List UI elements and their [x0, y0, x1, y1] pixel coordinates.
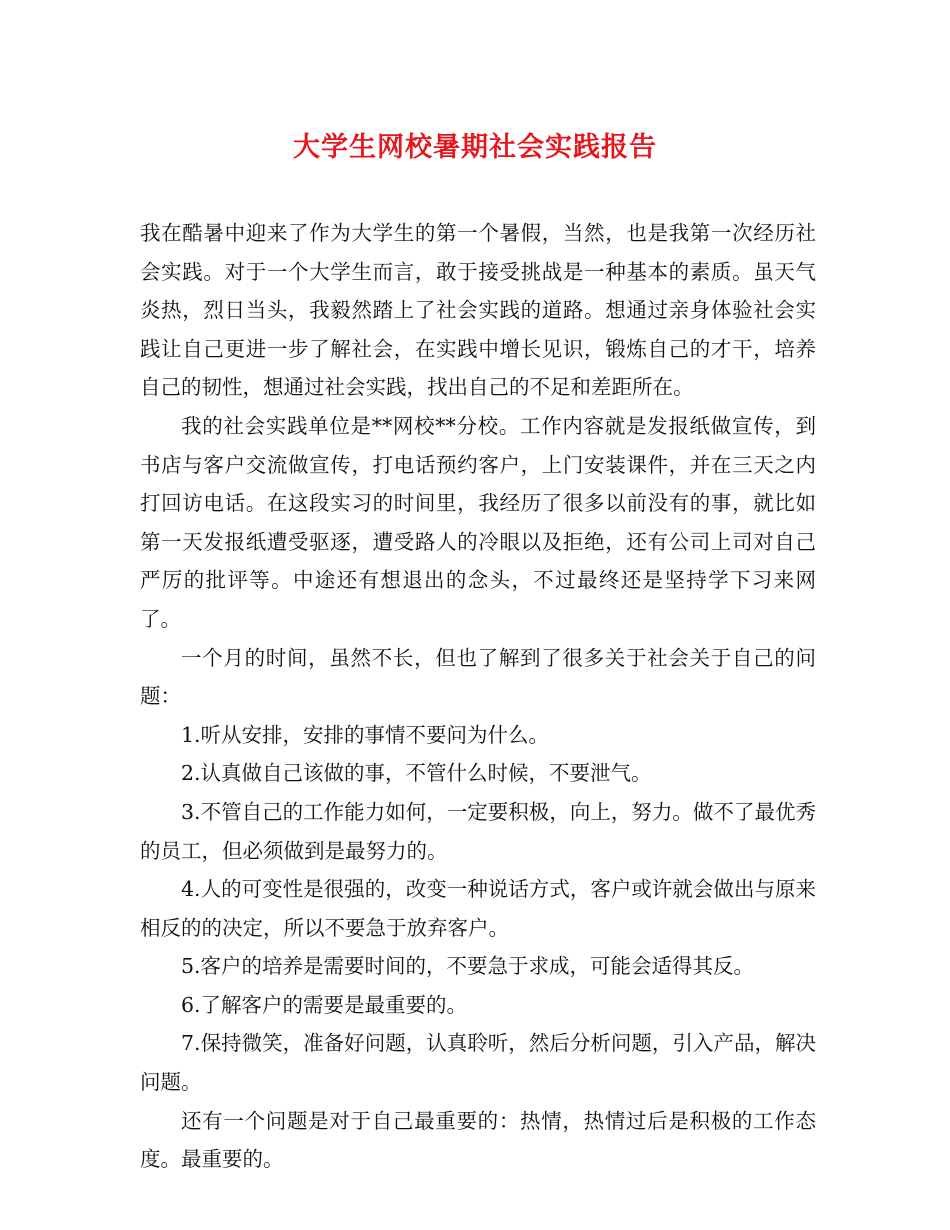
paragraph-conclusion: 还有一个问题是对于自己最重要的：热情，热情过后是积极的工作态度。最重要的。 [140, 1108, 816, 1172]
paragraph-work-unit: 我的社会实践单位是**网校**分校。工作内容就是发报纸做宣传，到书店与客户交流做宣传，打电话预约客户，上门安装课件，并在三天之内打回访电话。在这段实习的时间里，我经历了很多以前没有的事，就比如第一天发报纸遭受驱逐，遭受路人的冷眼以及拒绝，还有公司上司对自己严厉的批评等。中途还有想退出的念头，不过最终还是坚持学下习来网了。 [140, 413, 816, 631]
list-item-6: 6.了解客户的需要是最重要的。 [181, 992, 468, 1017]
list-item-5: 5.客户的培养是需要时间的，不要急于求成，可能会适得其反。 [181, 954, 755, 979]
paragraph-intro: 我在酷暑中迎来了作为大学生的第一个暑假，当然，也是我第一次经历社会实践。对于一个大学生而言，敢于接受挑战是一种基本的素质。虽天气炎热，烈日当头，我毅然踏上了社会实践的道路。想通过亲身体验社会实践让自己更进一步了解社会，在实践中增长见识，锻炼自己的才干，培养自己的韧性，想通过社会实践，找出自己的不足和差距所在。 [140, 221, 816, 400]
document-title: 大学生网校暑期社会实践报告 [293, 132, 657, 163]
list-item-2: 2.认真做自己该做的事，不管什么时候，不要泄气。 [181, 761, 652, 786]
paragraph-lessons-intro: 一个月的时间，虽然不长，但也了解到了很多关于社会关于自己的问题： [140, 645, 816, 709]
document-body [140, 214, 816, 1179]
list-item-3: 3.不管自己的工作能力如何，一定要积极，向上，努力。做不了最优秀的员工，但必须做到是最努力的。 [140, 799, 816, 863]
list-item-1: 1.听从安排，安排的事情不要问为什么。 [181, 722, 550, 747]
list-item-4: 4.人的可变性是很强的，改变一种说话方式，客户或许就会做出与原来相反的的决定，所以不要急于放弃客户。 [140, 877, 816, 940]
list-item-7: 7.保持微笑，准备好问题，认真聆听，然后分析问题，引入产品，解决问题。 [140, 1031, 816, 1095]
